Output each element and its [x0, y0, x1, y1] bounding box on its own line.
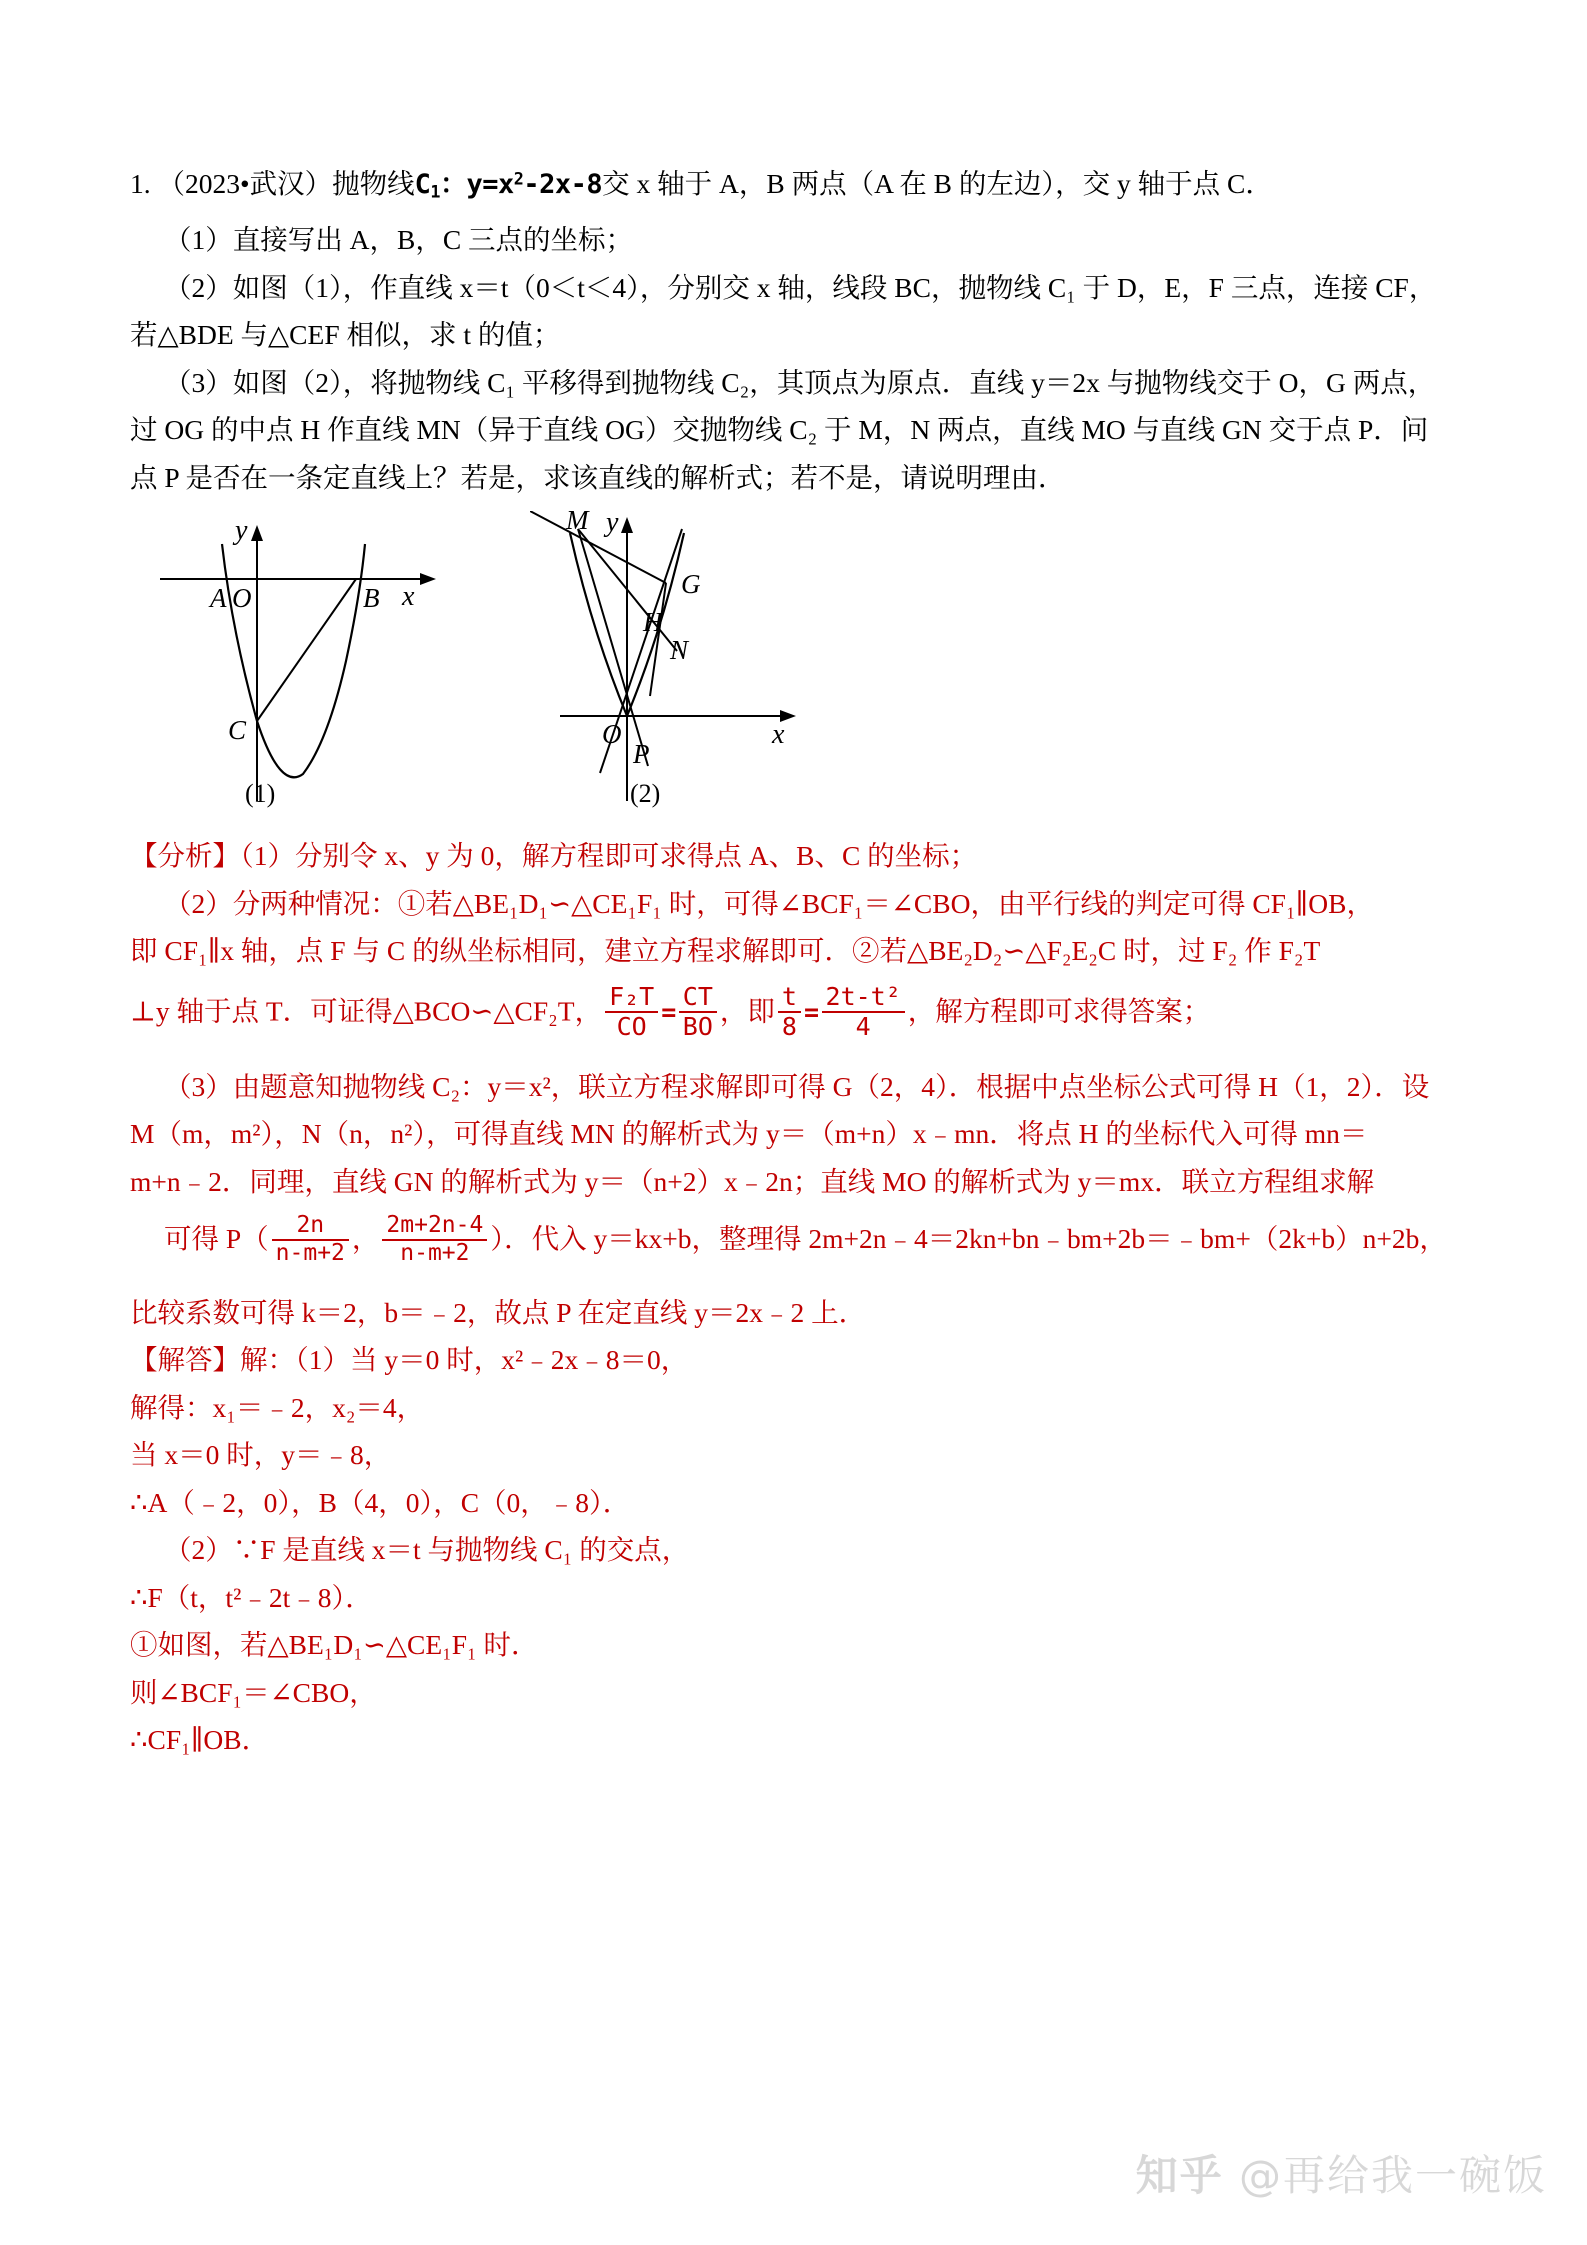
figure-2 [530, 511, 830, 809]
problem-part-2-line-1: （2）如图（1），作直线 x＝t（0＜t＜4），分别交 x 轴，线段 BC，抛物线 C₁ 于 D，E，F 三点，连接 CF， [164, 271, 1437, 303]
figure-2-svg [530, 511, 830, 801]
svg-text:C: C [228, 715, 247, 746]
analysis-line-8 [130, 1212, 1460, 1269]
fraction-ct-bo [679, 983, 717, 1041]
problem-part-2-line-2: 若△BDE 与△CEF 相似，求 t 的值； [130, 319, 561, 351]
figure-1-svg [140, 511, 560, 801]
svg-text:H: H [643, 607, 663, 638]
fraction-t-8 [778, 983, 801, 1041]
fraction-denominator: BO [682, 1011, 713, 1041]
problem-stem-post: 交 x 轴于 A，B 两点（A 在 B 的左边），交 y 轴于点 C． [602, 168, 1273, 199]
analysis-line-2: （2）分两种情况：①若△BE₁D₁∽△CE₁F₁ 时，可得∠BCF₁＝∠CBO，由平行线的判定可得 CF₁∥OB， [164, 887, 1374, 919]
watermark-handle: @再给我一碗饭 [1238, 2151, 1547, 2200]
analysis-line-1 [130, 842, 1460, 870]
parabola-equation [415, 169, 602, 200]
figures-row [130, 511, 1460, 816]
fraction-denominator: CO [616, 1011, 647, 1041]
svg-text:O: O [602, 719, 622, 750]
problem-part-3-line-1: （3）如图（2），将抛物线 C₁ 平移得到抛物线 C₂，其顶点为原点．直线 y＝2x 与抛物线交于 O，G 两点， [164, 366, 1436, 398]
solution-tag: 【解答】 [130, 1344, 240, 1376]
fraction-numerator: t [778, 983, 801, 1013]
svg-text:O: O [232, 583, 252, 614]
analysis-line-3: 即 CF₁∥x 轴，点 F 与 C 的纵坐标相同，建立方程求解即可．②若△BE₂D₂∽△F₂E₂C 时，过 F₂ 作 F₂T [130, 935, 1321, 967]
svg-text:B: B [363, 583, 380, 614]
analysis-line-4-mid: ，即 [719, 995, 775, 1027]
svg-text:A: A [210, 583, 227, 614]
solution-line-4: ∴A（﹣2，0），B（4，0），C（0，﹣8）． [130, 1486, 631, 1518]
fraction-denominator: 8 [781, 1011, 797, 1041]
solution-line-3: 当 x＝0 时，y＝﹣8， [130, 1439, 392, 1471]
analysis-line-4 [130, 981, 1460, 1043]
fraction-2t-t2-4 [822, 983, 905, 1041]
analysis-line-6: M（m，m²），N（n，n²），可得直线 MN 的解析式为 y＝（m+n）x﹣mn．将点 H 的坐标代入可得 mn＝ [130, 1118, 1368, 1150]
solution-line-8: 则∠BCF₁＝∠CBO， [130, 1676, 377, 1708]
solution-line-7: ①如图，若△BE₁D₁∽△CE₁F₁ 时． [130, 1629, 539, 1661]
problem-part-1: （1）直接写出 A，B，C 三点的坐标； [164, 224, 634, 256]
eq-exponent: 2 [513, 168, 524, 189]
document-content [130, 170, 1460, 1774]
analysis-equals-2: = [803, 997, 819, 1027]
svg-text:N: N [670, 635, 689, 666]
eq-tail: -2x-8 [523, 169, 603, 200]
problem-stem-pre: 抛物线 [332, 168, 415, 199]
solution-line-5: （2）∵F 是直线 x＝t 与抛物线 C₁ 的交点， [164, 1534, 690, 1566]
watermark-site: 知乎 [1135, 2151, 1224, 2200]
svg-text:x: x [772, 719, 785, 751]
problem-source: （2023•武汉） [157, 168, 333, 199]
fraction-denominator: n-m+2 [275, 1240, 345, 1267]
figure-1 [140, 511, 560, 809]
analysis-line-8-mid: ， [351, 1223, 380, 1255]
fraction-denominator: n-m+2 [400, 1240, 470, 1267]
svg-text:y: y [606, 511, 619, 539]
solution-line-2: 解得：x₁＝﹣2，x₂＝4， [130, 1391, 425, 1423]
solution-line-6: ∴F（t，t²﹣2t﹣8）． [130, 1581, 373, 1613]
analysis-tag: 【分析】 [130, 840, 240, 872]
fraction-numerator: F₂T [605, 983, 658, 1013]
figure-2-caption: (2) [630, 779, 661, 809]
analysis-line-8-a: 可得 P（ [164, 1223, 269, 1255]
analysis-line-5: （3）由题意知抛物线 C₂：y＝x²，联立方程求解即可得 G（2，4）．根据中点坐标公式可得 H（1，2）．设 [164, 1070, 1430, 1102]
fraction-f2t-co [605, 983, 658, 1041]
analysis-equals-1: = [661, 997, 676, 1027]
analysis-line-7: m+n﹣2．同理，直线 GN 的解析式为 y＝（n+2）x﹣2n；直线 MO 的解析式为 y＝mx．联立方程组求解 [130, 1165, 1375, 1197]
svg-text:P: P [633, 739, 650, 770]
fraction-2m2n4-over [382, 1213, 487, 1267]
fraction-numerator: 2t-t² [822, 983, 905, 1013]
fraction-2n-over [272, 1213, 349, 1267]
svg-text:x: x [402, 581, 415, 613]
watermark [1136, 2143, 1547, 2203]
solution-line-1-text: 解：（1）当 y＝0 时，x²﹣2x﹣8＝0， [240, 1344, 689, 1376]
svg-text:M: M [566, 511, 589, 536]
eq-c: C [414, 169, 431, 200]
analysis-line-9: 比较系数可得 k＝2，b＝﹣2，故点 P 在定直线 y＝2x﹣2 上． [130, 1296, 867, 1328]
analysis-line-8-tail: ）．代入 y＝kx+b，整理得 2m+2n﹣4＝2kn+bn﹣bm+2b＝﹣bm+（2k+b）n+2b， [490, 1223, 1447, 1255]
analysis-line-4-a: ⊥y 轴于点 T．可证得△BCO∽△CF₂T， [130, 995, 603, 1027]
problem-stem-line [130, 170, 1460, 200]
fraction-denominator: 4 [855, 1011, 871, 1041]
fraction-numerator: CT [679, 983, 717, 1013]
problem-part-3-line-2: 过 OG 的中点 H 作直线 MN（异于直线 OG）交抛物线 C₂ 于 M，N 两点，直线 MO 与直线 GN 交于点 P．问 [130, 414, 1429, 446]
figure-1-caption: (1) [245, 779, 276, 809]
fraction-numerator: 2m+2n-4 [382, 1213, 487, 1241]
problem-number: 1. [130, 168, 151, 199]
solution-line-9: ∴CF₁∥OB． [130, 1724, 270, 1756]
analysis-line-4-tail: ，解方程即可求得答案； [907, 995, 1211, 1027]
svg-text:y: y [235, 515, 248, 547]
fraction-numerator: 2n [272, 1213, 349, 1241]
eq-body: ：y=x [439, 169, 514, 200]
eq-c-subscript: 1 [430, 181, 440, 202]
svg-text:G: G [681, 569, 701, 600]
analysis-line-1-text: （1）分别令 x、y 为 0，解方程即可求得点 A、B、C 的坐标； [240, 840, 978, 872]
problem-part-3-line-3: 点 P 是否在一条定直线上？若是，求该直线的解析式；若不是，请说明理由． [130, 461, 1066, 493]
solution-line-1 [130, 1346, 1460, 1374]
